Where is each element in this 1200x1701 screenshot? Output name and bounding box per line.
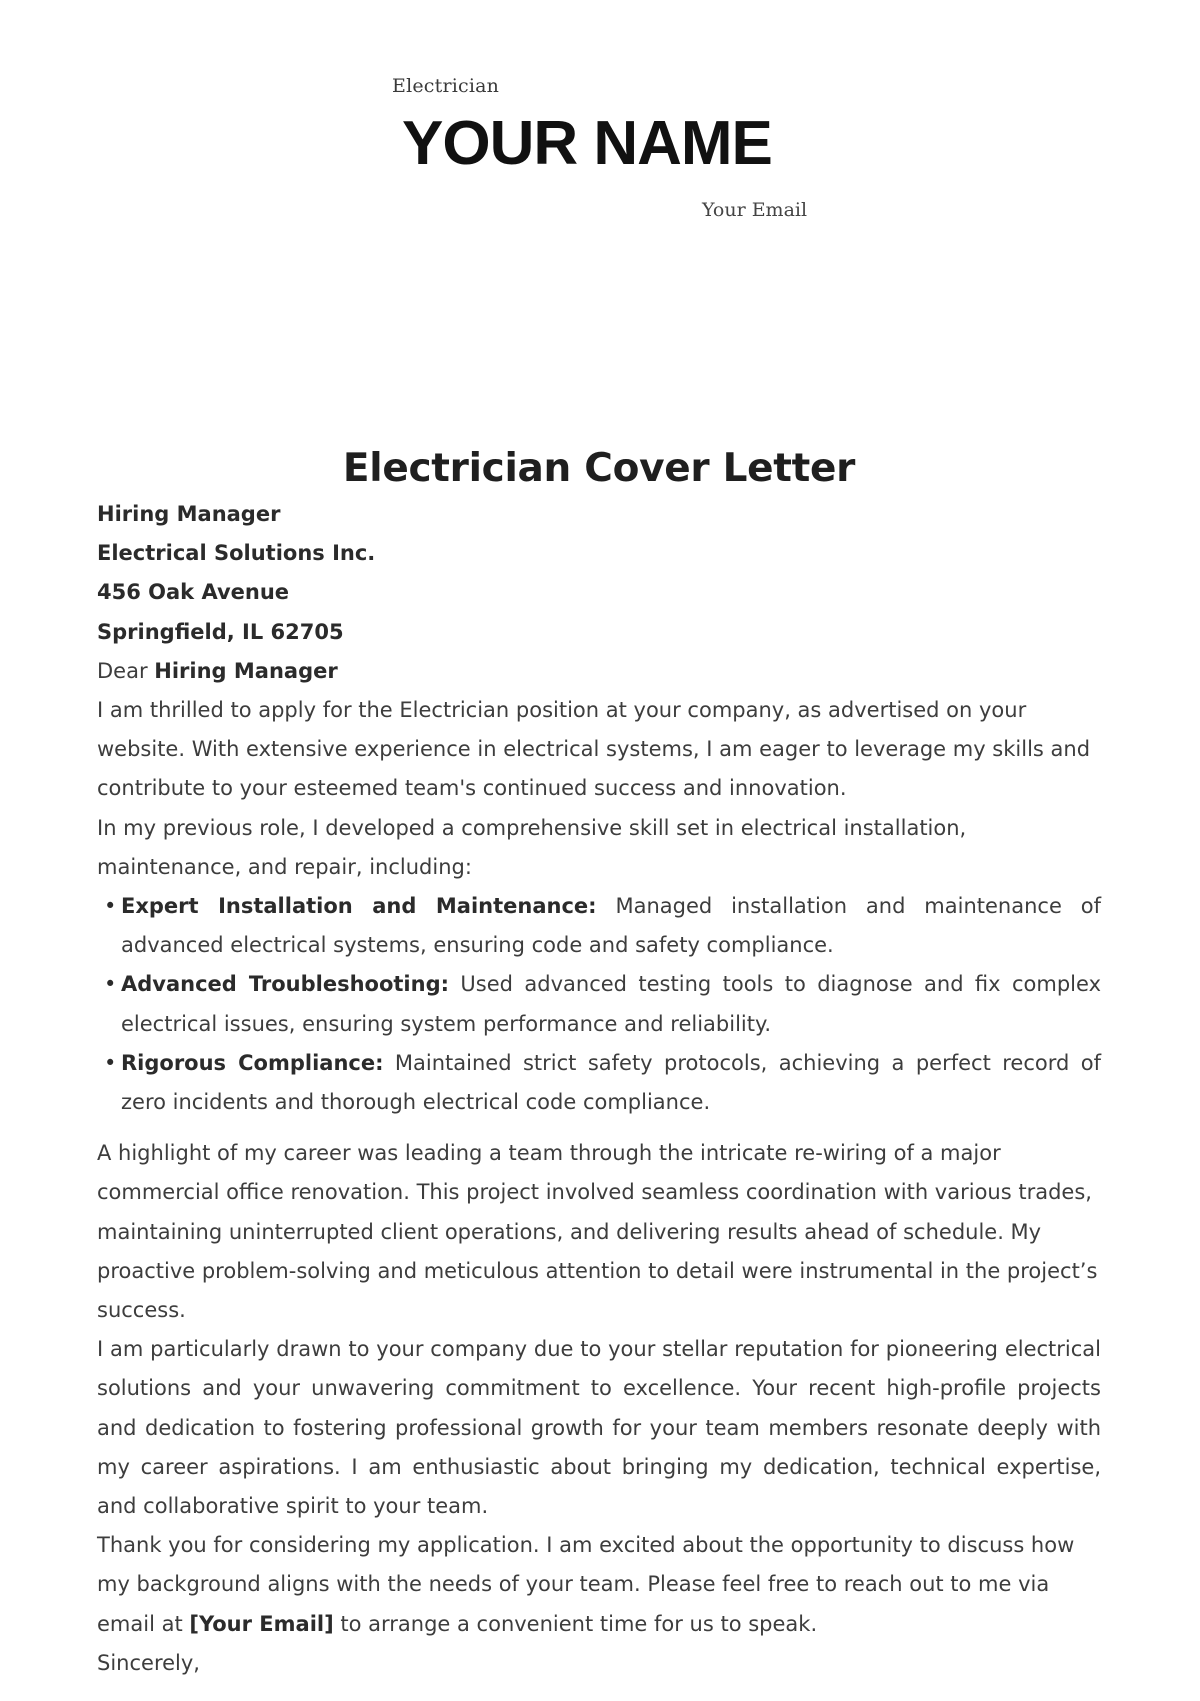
closing-paragraph [97, 1526, 1101, 1644]
job-role: Electrician [392, 75, 500, 97]
list-item [97, 887, 1101, 965]
applicant-name: YOUR NAME [402, 109, 772, 178]
applicant-email: Your Email [702, 199, 808, 221]
highlight-paragraph: A highlight of my career was leading a team through the intricate re-wiring of a major commercial office renovation. This project involved seamless coordination with various trades, maintaining uninterrupted client operations, and delivering results ahead of schedule. My proactive problem-solving and meticulous attention to detail were instrumental in the project’s success. [97, 1141, 1098, 1323]
skill-title: Rigorous Compliance: [121, 1050, 384, 1075]
recipient-name: Hiring Manager [97, 502, 281, 526]
recipient-city: Springfield, IL 62705 [97, 619, 344, 644]
motivation-paragraph: I am particularly drawn to your company due to your stellar reputation for pioneering electrical solutions and your unwavering commitment to excellence. Your recent high-profile projects and dedication to fostering professional growth for your team members resonate deeply with my career aspirations. I am enthusiastic about bringing my dedication, technical expertise, and collaborative spirit to your team. [97, 1337, 1101, 1519]
skills-list [97, 887, 1101, 1134]
skill-title: Expert Installation and Maintenance: [121, 894, 597, 919]
skills-intro-paragraph: In my previous role, I developed a comprehensive skill set in electrical installation, maintenance, and repair, including: [97, 815, 967, 879]
intro-paragraph: I am thrilled to apply for the Electrician position at your company, as advertised on your website. With extensive experience in electrical systems, I am eager to leverage my skills and contribute to your esteemed team's continued success and innovation. [97, 698, 1091, 801]
letterhead [0, 0, 1200, 260]
closing-tail: to arrange a convenient time for us to speak. [333, 1611, 818, 1636]
skill-text: Managed installation and maintenance of advanced electrical systems, ensuring code and safety compliance. [121, 894, 1101, 958]
recipient-company: Electrical Solutions Inc. [97, 541, 376, 566]
salutation-name: Hiring Manager [154, 658, 338, 683]
skill-title: Advanced Troubleshooting: [121, 972, 450, 997]
skill-text: Maintained strict safety protocols, achieving a perfect record of zero incidents and thorough electrical code compliance. [121, 1050, 1101, 1115]
closing-email: [Your Email] [189, 1611, 334, 1636]
salutation-prefix: Dear [97, 658, 155, 683]
list-item [97, 965, 1101, 1043]
letter-title: Electrician Cover Letter [342, 446, 856, 491]
recipient-street: 456 Oak Avenue [97, 580, 290, 605]
salutation [97, 652, 1101, 691]
letter-body [97, 443, 1101, 1683]
signoff: Sincerely, [97, 1650, 200, 1675]
list-item [97, 1044, 1101, 1122]
skill-text: Used advanced testing tools to diagnose and fix complex electrical issues, ensuring system performance and reliability. [121, 972, 1101, 1036]
closing-text: Thank you for considering my application. I am excited about the opportunity to discuss how my background aligns with the needs of your team. Please feel free to reach out to me via email at [97, 1533, 1075, 1636]
